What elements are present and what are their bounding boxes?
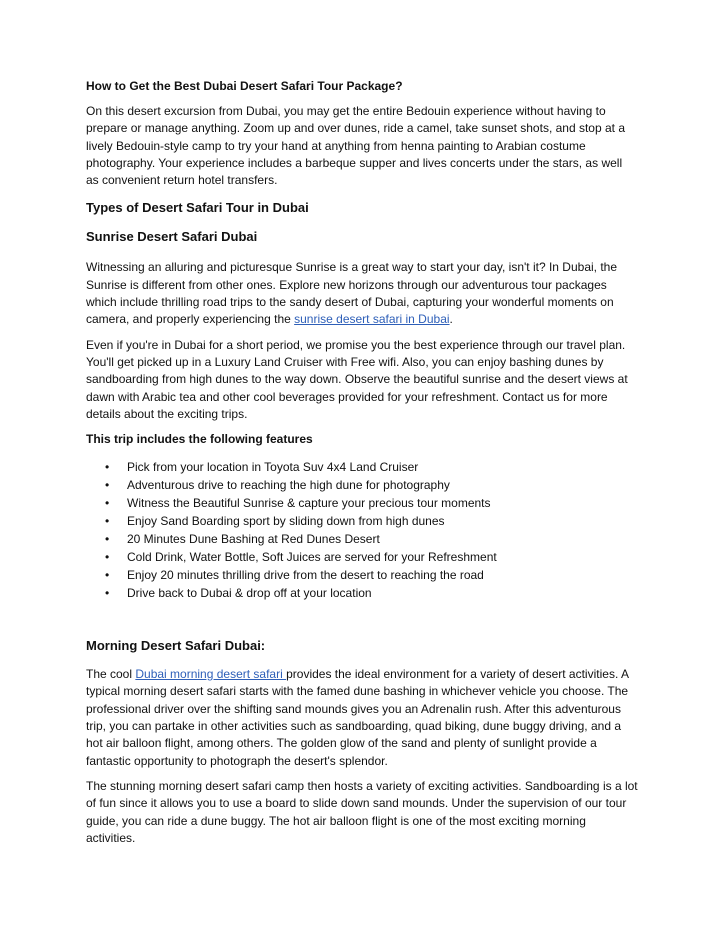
- morning-paragraph-1-text: provides the ideal environment for a variety of desert activities. A typical morning desert safari starts with the famed dune bashing in whichever vehicle you choose. The professional driver over the shifting sand mounds gives you an Adrenalin rush. After this adventurous trip, you can partake in other activities such as sandboarding, quad biking, dune buggy driving, and a hot air balloon flight, among others. The golden glow of the sand and plenty of sunlight provide a fantastic opportunity to photograph the desert's splendor.: [86, 667, 629, 768]
- list-item-text: Adventurous drive to reaching the high dune for photography: [127, 478, 450, 493]
- list-item-text: Enjoy 20 minutes thrilling drive from the desert to reaching the road: [127, 568, 484, 583]
- list-item: [86, 548, 638, 566]
- list-item-text: Cold Drink, Water Bottle, Soft Juices are served for your Refreshment: [127, 550, 497, 565]
- sunrise-desert-safari-link[interactable]: sunrise desert safari in Dubai: [294, 312, 450, 327]
- list-item-text: Drive back to Dubai & drop off at your location: [127, 586, 372, 601]
- bullet-icon: •: [105, 568, 110, 583]
- bullet-icon: •: [105, 514, 110, 529]
- sunrise-paragraph-2: Even if you're in Dubai for a short period, we promise you the best experience through our travel plan. You'll get picked up in a Luxury Land Cruiser with Free wifi. Also, you can enjoy bashing dunes by sandboarding from high dunes to the way down. Observe the beautiful sunrise and the desert views at dawn with Arabic tea and other cool beverages provided for your refreshment. Contact us for more details about the exciting trips.: [86, 337, 628, 421]
- morning-paragraph-1-start: The cool: [86, 667, 136, 682]
- list-item-text: Pick from your location in Toyota Suv 4x4 Land Cruiser: [127, 460, 419, 475]
- morning-paragraph-1: [86, 666, 638, 770]
- list-item: [86, 512, 638, 530]
- features-list: [86, 458, 638, 602]
- bullet-icon: •: [105, 586, 110, 601]
- list-item-text: Enjoy Sand Boarding sport by sliding down from high dunes: [127, 514, 445, 529]
- bullet-icon: •: [105, 478, 110, 493]
- main-heading: How to Get the Best Dubai Desert Safari Tour Package?: [86, 79, 403, 93]
- sunrise-paragraph-1: [86, 259, 638, 328]
- list-item: [86, 530, 638, 548]
- bullet-icon: •: [105, 532, 110, 547]
- list-item: [86, 476, 638, 494]
- morning-heading: Morning Desert Safari Dubai:: [86, 638, 266, 654]
- features-heading: This trip includes the following features: [86, 432, 313, 447]
- document-page: [86, 78, 638, 847]
- intro-paragraph: On this desert excursion from Dubai, you may get the entire Bedouin experience without having to prepare or manage anything. Zoom up and over dunes, ride a camel, take sunset shots, and stop at a lively Bedouin-style camp to try your hand at anything from henna painting to Arabian costume photography. Your experience includes a barbeque supper and lives concerts under the stars, as well as convenient return hotel transfers.: [86, 104, 625, 188]
- sunrise-paragraph-1-end: .: [449, 312, 453, 327]
- list-item: [86, 566, 638, 584]
- list-item: [86, 494, 638, 512]
- bullet-icon: •: [105, 460, 110, 475]
- list-item: [86, 458, 638, 476]
- morning-paragraph-2: The stunning morning desert safari camp then hosts a variety of exciting activities. Sandboarding is a lot of fun since it allows you to use a board to slide down sand mounds. Under the supervision of our tour guide, you can ride a dune buggy. The hot air balloon flight is one of the most exciting morning activities.: [86, 778, 638, 845]
- bullet-icon: •: [105, 550, 110, 565]
- sunrise-heading: Sunrise Desert Safari Dubai: [86, 229, 258, 245]
- bullet-icon: •: [105, 496, 110, 511]
- morning-desert-safari-link[interactable]: Dubai morning desert safari: [135, 667, 287, 682]
- list-item: [86, 584, 638, 602]
- sunrise-paragraph-1-text: Witnessing an alluring and picturesque Sunrise is a great way to start your day, isn't it? In Dubai, the Sunrise is different from other ones. Explore new horizons through our adventurous tour packages which include thrilling road trips to the sandy desert of Dubai, capturing your wonderful moments on camera, and properly experiencing the: [86, 260, 618, 327]
- types-heading: Types of Desert Safari Tour in Dubai: [86, 200, 309, 216]
- list-item-text: 20 Minutes Dune Bashing at Red Dunes Desert: [127, 532, 380, 547]
- list-item-text: Witness the Beautiful Sunrise & capture your precious tour moments: [127, 496, 491, 511]
